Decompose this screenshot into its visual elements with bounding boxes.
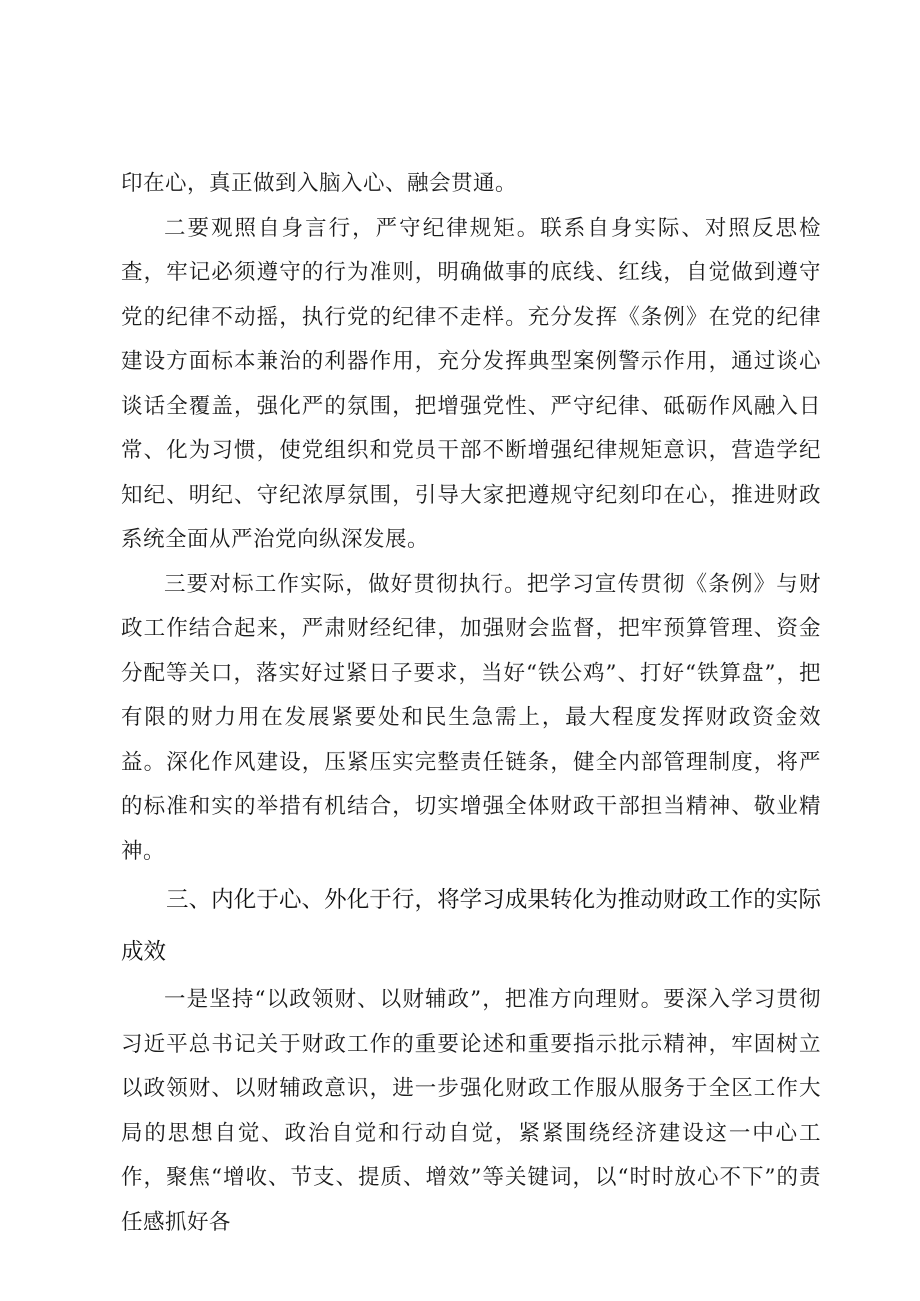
paragraph-work-implementation: 三要对标工作实际，做好贯彻执行。把学习宣传贯彻《条例》与财政工作结合起来，严肃财经纪律，加强财会监督，把牢预算管理、资金分配等关口，落实好过紧日子要求，当好“铁公鸡”、打好“铁算盘”，把有限的财力用在发展紧要处和民生急需上，最大程度发挥财政资金效益。深化作风建设，压紧压实完整责任链条，健全内部管理制度，将严的标准和实的举措有机结合，切实增强全体财政干部担当精神、敬业精神。 [121, 571, 821, 864]
document-body [121, 162, 821, 1245]
paragraph-finance-direction: 一是坚持“以政领财、以财辅政”，把准方向理财。要深入学习贯彻习近平总书记关于财政工作的重要论述和重要指示批示精神，牢固树立以政领财、以财辅政意识，进一步强化财政工作服从服务于全区工作大局的思想自觉、政治自觉和行动自觉，紧紧围绕经济建设这一中心工作，聚焦“增收、节支、提质、增效”等关键词，以“时时放心不下”的责任感抓好各 [121, 987, 821, 1235]
paragraph-continuation: 印在心，真正做到入脑入心、融会贯通。 [121, 171, 518, 196]
paragraph-discipline-rules: 二要观照自身言行，严守纪律规矩。联系自身实际、对照反思检查，牢记必须遵守的行为准则，明确做事的底线、红线，自觉做到遵守党的纪律不动摇，执行党的纪律不走样。充分发挥《条例》在党的纪律建设方面标本兼治的利器作用，充分发挥典型案例警示作用，通过谈心谈话全覆盖，强化严的氛围，把增强党性、严守纪律、砥砺作风融入日常、化为习惯，使党组织和党员干部不断增强纪律规矩意识，营造学纪知纪、明纪、守纪浓厚氛围，引导大家把遵规守纪刻印在心，推进财政系统全面从严治党向纵深发展。 [121, 215, 821, 552]
section-heading-three: 三、内化于心、外化于行，将学习成果转化为推动财政工作的实际成效 [121, 887, 821, 965]
